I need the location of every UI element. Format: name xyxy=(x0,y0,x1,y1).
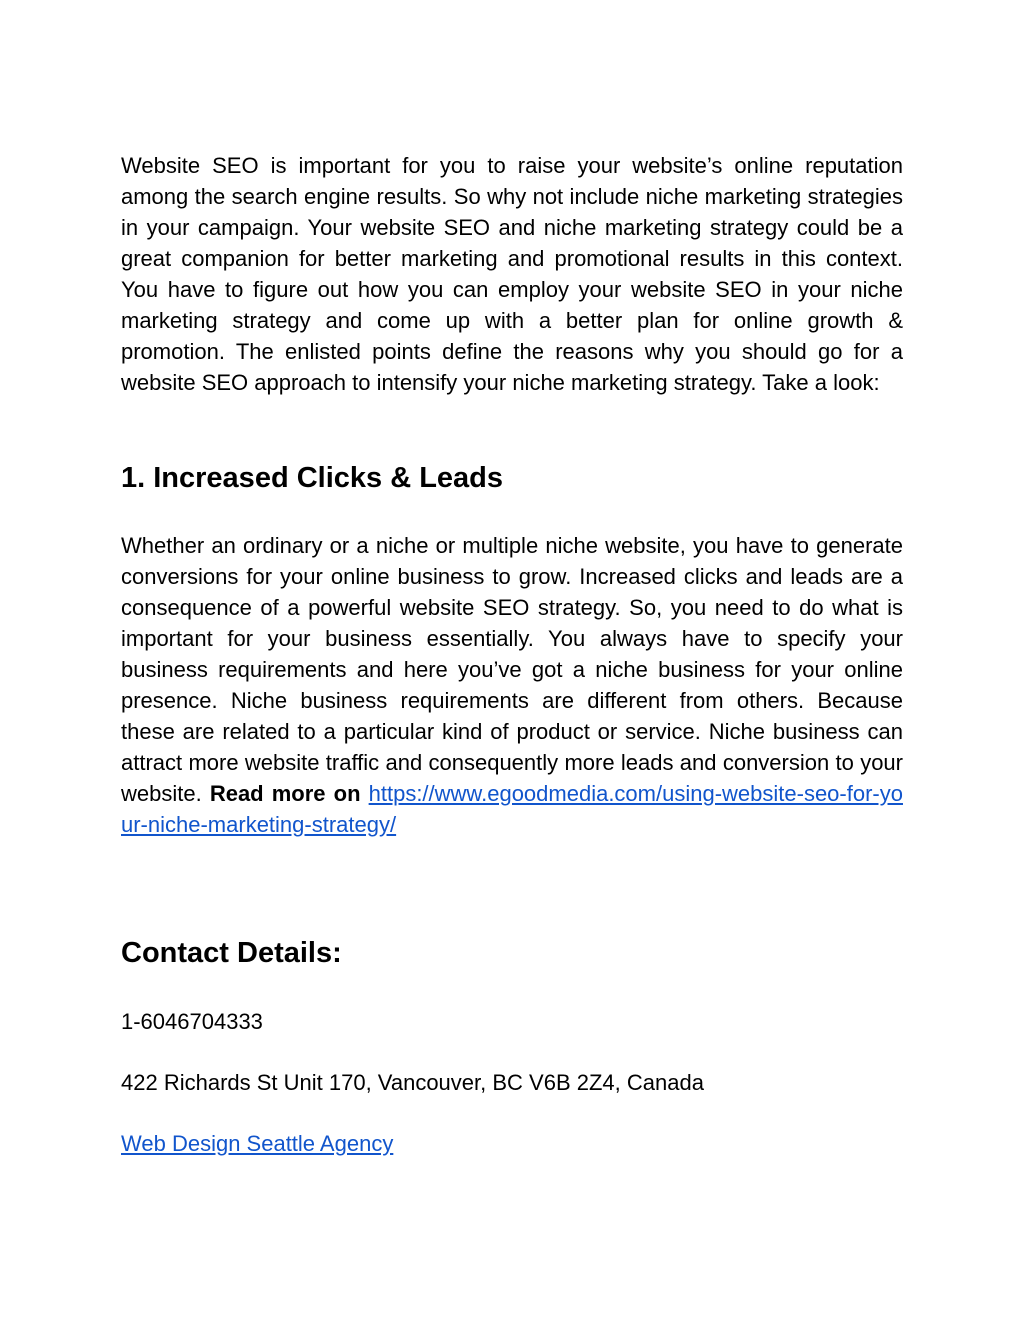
agency-paragraph xyxy=(121,1128,393,1159)
article-link[interactable]: https://www.egoodmedia.com/using-website-seo-for-your-niche-marketing-strategy/ xyxy=(121,781,903,837)
section-paragraph-increased-clicks xyxy=(121,530,903,840)
section-heading-increased-clicks: 1. Increased Clicks & Leads xyxy=(121,462,504,494)
contact-phone: 1-6046704333 xyxy=(121,1009,263,1034)
agency-link[interactable]: Web Design Seattle Agency xyxy=(121,1131,394,1156)
section-body-text: Whether an ordinary or a niche or multiple niche website, you have to generate conversions for your online business to grow. Increased clicks and leads are a consequence of a powerful website SEO strategy. So, you need to do what is important for your business essentially. You always have to specify your business requirements and here you’ve got a niche business for your online presence. Niche business requirements are different from others. Because these are related to a particular kind of product or service. Niche business can attract more website traffic and consequently more leads and conversion to your website. xyxy=(121,533,903,806)
intro-paragraph: Website SEO is important for you to raise your website’s online reputation among the search engine results. So why not include niche marketing strategies in your campaign. Your website SEO and niche marketing strategy could be a great companion for better marketing and promotional results in this context. You have to figure out how you can employ your website SEO in your niche marketing strategy and come up with a better plan for online growth & promotion. The enlisted points define the reasons why you should go for a website SEO approach to intensify your niche marketing strategy. Take a look: xyxy=(121,153,903,395)
contact-address: 422 Richards St Unit 170, Vancouver, BC V6B 2Z4, Canada xyxy=(121,1070,704,1095)
contact-heading: Contact Details: xyxy=(121,937,342,969)
document-content xyxy=(121,150,903,1156)
read-more-label: Read more on xyxy=(209,781,361,806)
